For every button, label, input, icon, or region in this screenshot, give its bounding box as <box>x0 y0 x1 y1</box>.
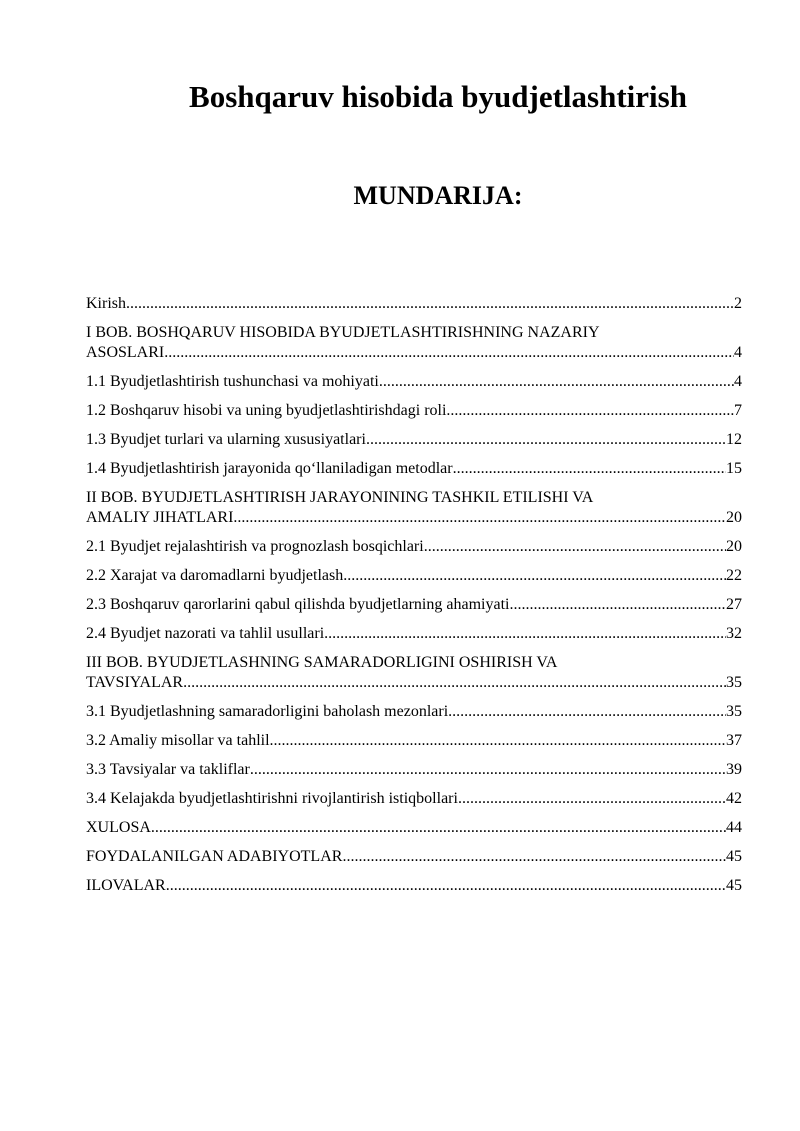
toc-entry-title: AMALIY JIHATLARI <box>86 509 234 526</box>
dot-leader <box>183 673 726 693</box>
toc-entry-page-number: 39 <box>726 761 742 778</box>
dot-leader <box>324 624 726 644</box>
toc-entry <box>86 372 742 392</box>
toc-entry <box>86 818 742 838</box>
dot-leader <box>270 731 726 751</box>
toc-entry-page-number: 44 <box>726 819 742 836</box>
toc-entry <box>86 789 742 809</box>
toc-entry-row <box>86 537 742 557</box>
toc-entry <box>86 760 742 780</box>
dot-leader <box>342 847 726 867</box>
toc-entry-page-number: 4 <box>734 344 742 361</box>
toc-entry-row <box>86 760 742 780</box>
toc-entry-title: ASOSLARI <box>86 344 165 361</box>
toc-entry-row <box>86 430 742 450</box>
toc-entry <box>86 876 742 896</box>
dot-leader <box>379 372 734 392</box>
toc-entry-row <box>86 343 742 363</box>
toc-entry-title: 1.3 Byudjet turlari va ularning xususiyatlari <box>86 431 366 448</box>
toc-entry-row <box>86 624 742 644</box>
dot-leader <box>126 294 734 314</box>
dot-leader <box>453 459 726 479</box>
toc-entry-row <box>86 673 742 693</box>
toc-entry <box>86 323 742 363</box>
toc-entry-page-number: 42 <box>726 790 742 807</box>
dot-leader <box>448 702 726 722</box>
toc-entry-title: 1.4 Byudjetlashtirish jarayonida qo‘llaniladigan metodlar <box>86 460 453 477</box>
toc-entry-row <box>86 294 742 314</box>
dot-leader <box>509 595 726 615</box>
toc-entry-page-number: 37 <box>726 732 742 749</box>
table-of-contents <box>86 294 742 905</box>
dot-leader <box>366 430 726 450</box>
toc-entry-title: 1.2 Boshqaruv hisobi va uning byudjetlashtirishdagi roli <box>86 402 447 419</box>
toc-entry-title-line: II BOB. BYUDJETLASHTIRISH JARAYONINING TASHKIL ETILISHI VA <box>86 489 594 506</box>
toc-entry-title: 2.3 Boshqaruv qarorlarini qabul qilishda byudjetlarning ahamiyati <box>86 596 510 613</box>
toc-entry <box>86 653 742 693</box>
toc-entry <box>86 537 742 557</box>
toc-entry-title: XULOSA <box>86 819 151 836</box>
dot-leader <box>233 508 726 528</box>
toc-entry-row <box>86 595 742 615</box>
document-title: Boshqaruv hisobida byudjetlashtirish <box>189 79 687 114</box>
toc-entry-title-line: III BOB. BYUDJETLASHNING SAMARADORLIGINI OSHIRISH VA <box>86 654 558 671</box>
toc-entry-title: TAVSIYALAR <box>86 674 184 691</box>
toc-entry-page-number: 7 <box>734 402 742 419</box>
toc-entry-title: Kirish <box>86 295 126 312</box>
toc-entry-row <box>86 731 742 751</box>
toc-entry <box>86 624 742 644</box>
toc-entry <box>86 595 742 615</box>
toc-entry <box>86 731 742 751</box>
toc-entry-title: 1.1 Byudjetlashtirish tushunchasi va mohiyati <box>86 373 379 390</box>
toc-entry-title: ILOVALAR <box>86 877 166 894</box>
toc-entry-row <box>86 789 742 809</box>
toc-entry <box>86 488 742 528</box>
toc-entry-row <box>86 459 742 479</box>
toc-entry-page-number: 45 <box>726 877 742 894</box>
toc-entry-page-number: 22 <box>726 567 742 584</box>
toc-entry-title: 2.2 Xarajat va daromadlarni byudjetlash <box>86 567 344 584</box>
toc-entry-title: 2.1 Byudjet rejalashtirish va prognozlash bosqichlari <box>86 538 424 555</box>
toc-entry-page-number: 32 <box>726 625 742 642</box>
dot-leader <box>166 876 726 896</box>
toc-entry <box>86 294 742 314</box>
toc-entry-page-number: 4 <box>734 373 742 390</box>
toc-entry-title-line: I BOB. BOSHQARUV HISOBIDA BYUDJETLASHTIRISHNING NAZARIY <box>86 324 600 341</box>
toc-entry <box>86 430 742 450</box>
dot-leader <box>250 760 726 780</box>
toc-entry-page-number: 35 <box>726 703 742 720</box>
toc-entry-row <box>86 847 742 867</box>
toc-entry-page-number: 12 <box>726 431 742 448</box>
toc-entry-row <box>86 401 742 421</box>
toc-entry-title: FOYDALANILGAN ADABIYOTLAR <box>86 848 343 865</box>
toc-entry-title: 3.3 Tavsiyalar va takliflar <box>86 761 250 778</box>
toc-entry <box>86 401 742 421</box>
toc-entry-title: 2.4 Byudjet nazorati va tahlil usullari <box>86 625 325 642</box>
toc-entry-page-number: 27 <box>726 596 742 613</box>
toc-entry-page-number: 15 <box>726 460 742 477</box>
toc-entry-title: 3.1 Byudjetlashning samaradorligini baholash mezonlari <box>86 703 449 720</box>
toc-entry-row <box>86 702 742 722</box>
toc-entry-title: 3.2 Amaliy misollar va tahlil <box>86 732 270 749</box>
toc-entry <box>86 459 742 479</box>
dot-leader <box>458 789 726 809</box>
toc-entry-page-number: 20 <box>726 509 742 526</box>
dot-leader <box>343 566 726 586</box>
dot-leader <box>446 401 734 421</box>
toc-heading: MUNDARIJA: <box>353 181 523 210</box>
toc-entry-row <box>86 566 742 586</box>
dot-leader <box>151 818 726 838</box>
dot-leader <box>424 537 726 557</box>
toc-entry-title: 3.4 Kelajakda byudjetlashtirishni rivojlantirish istiqbollari <box>86 790 458 807</box>
toc-entry-row <box>86 818 742 838</box>
toc-entry-row <box>86 372 742 392</box>
toc-entry-row <box>86 876 742 896</box>
toc-entry <box>86 847 742 867</box>
toc-entry-page-number: 35 <box>726 674 742 691</box>
toc-entry <box>86 566 742 586</box>
toc-entry-page-number: 20 <box>726 538 742 555</box>
toc-entry-row <box>86 508 742 528</box>
toc-entry-page-number: 2 <box>734 295 742 312</box>
dot-leader <box>164 343 734 363</box>
toc-entry-page-number: 45 <box>726 848 742 865</box>
toc-entry <box>86 702 742 722</box>
